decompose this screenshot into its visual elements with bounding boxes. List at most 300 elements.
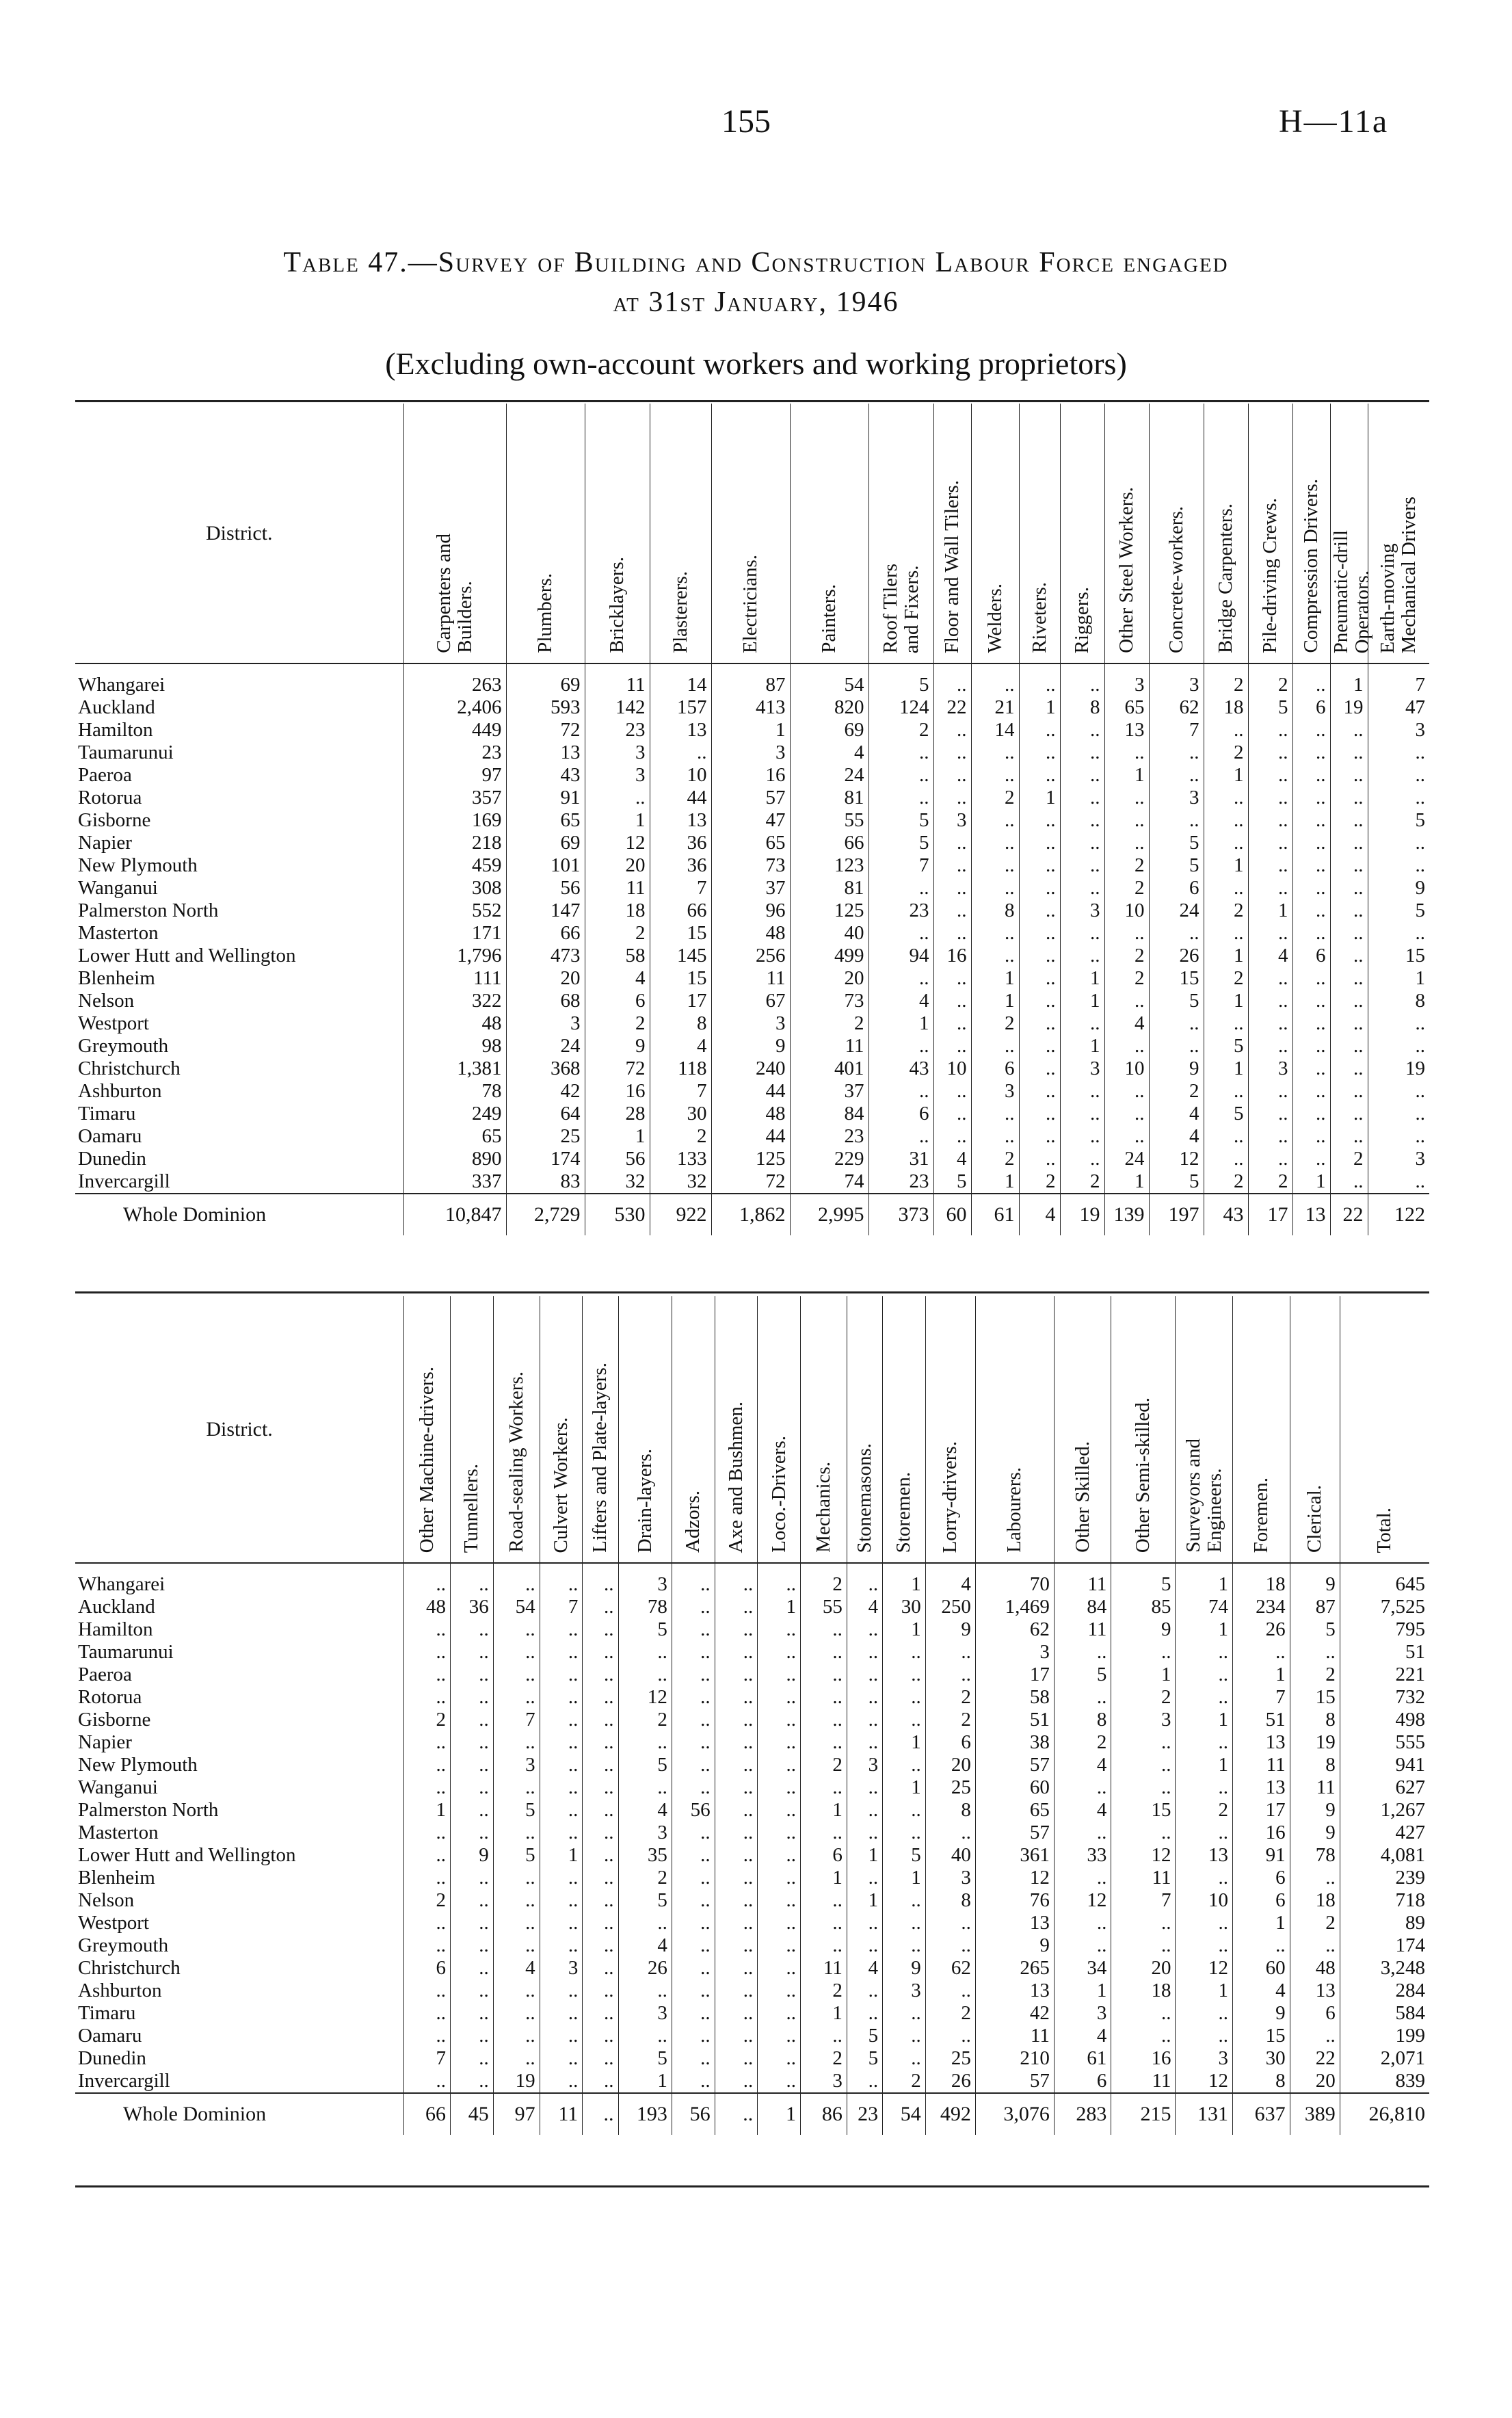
- table-cell: 18: [1290, 1889, 1340, 1912]
- table-cell: 18: [585, 899, 650, 922]
- table-cell: 1: [1019, 787, 1060, 809]
- table-row: [75, 1912, 1429, 1934]
- total-cell: 530: [585, 1194, 650, 1235]
- column-header-label: Other Steel Workers.: [1115, 487, 1137, 653]
- table-cell: 7: [540, 1596, 583, 1618]
- table-cell: 3: [1111, 1709, 1176, 1731]
- table-cell: ..: [540, 1709, 583, 1731]
- table-cell: ..: [715, 1686, 758, 1709]
- table-cell: 2: [404, 1709, 451, 1731]
- column-header: [672, 1296, 715, 1563]
- table-cell: ..: [1368, 1103, 1429, 1125]
- table-cell: 2: [650, 1125, 711, 1148]
- table-cell: ..: [540, 1618, 583, 1641]
- table-cell: 142: [585, 696, 650, 719]
- table-row: [75, 1563, 1429, 1596]
- district-column-header: District.: [75, 1296, 404, 1563]
- table-cell: 20: [585, 854, 650, 877]
- table-cell: ..: [1330, 1057, 1368, 1080]
- table-cell: ..: [1060, 877, 1104, 899]
- column-header-label: Concrete-workers.: [1165, 506, 1187, 653]
- table-cell: 1: [585, 809, 650, 832]
- table-row: [75, 1596, 1429, 1618]
- table-cell: 584: [1340, 2002, 1429, 2025]
- table-row: [75, 787, 1429, 809]
- table-cell: ..: [1060, 922, 1104, 945]
- district-name: Gisborne: [78, 1709, 151, 1731]
- table-cell: ..: [715, 1799, 758, 1822]
- table-cell: ..: [583, 1980, 618, 2002]
- table-cell: 37: [711, 877, 790, 899]
- table-cell: 157: [650, 696, 711, 719]
- table-cell: ..: [618, 1731, 672, 1754]
- table-cell: 5: [1149, 1170, 1204, 1194]
- table-cell: 2,071: [1340, 2047, 1429, 2070]
- district-name: Nelson: [78, 1889, 135, 1911]
- table-cell: 64: [506, 1103, 585, 1125]
- table-cell: ..: [1292, 1125, 1330, 1148]
- table-cell: 23: [868, 899, 933, 922]
- table-cell: 3: [1104, 663, 1149, 696]
- table-cell: 34: [1054, 1957, 1111, 1980]
- table-cell: ..: [971, 663, 1019, 696]
- table-cell: 54: [790, 663, 868, 696]
- table-cell: ..: [847, 1822, 882, 1844]
- bottom-rule: [75, 2185, 1429, 2187]
- table-cell: ..: [618, 1641, 672, 1664]
- district-name: New Plymouth: [78, 854, 198, 876]
- table-cell: 1,381: [403, 1057, 506, 1080]
- table-cell: ..: [451, 1889, 494, 1912]
- table-cell: ..: [540, 1686, 583, 1709]
- middle-rule: [75, 1291, 1429, 1293]
- table-cell: ..: [583, 1641, 618, 1664]
- table-cell: ..: [758, 1844, 801, 1867]
- table-cell: 42: [975, 2002, 1054, 2025]
- column-header: [1329, 404, 1373, 663]
- table-cell: 1: [404, 1799, 451, 1822]
- table-cell: 1: [800, 2002, 847, 2025]
- table-cell: 3: [1060, 1057, 1104, 1080]
- table-cell: ..: [672, 1776, 715, 1799]
- table-cell: 6: [1233, 1867, 1290, 1889]
- table-cell: ..: [583, 1867, 618, 1889]
- table-cell: ..: [1019, 832, 1060, 854]
- table-cell: ..: [618, 1980, 672, 2002]
- table-cell: ..: [715, 1776, 758, 1799]
- table-row: [75, 719, 1429, 741]
- table-cell: 57: [975, 1822, 1054, 1844]
- table-cell: ..: [971, 1035, 1019, 1057]
- table-cell: 413: [711, 696, 790, 719]
- table-cell: ..: [672, 2070, 715, 2093]
- column-header: [868, 404, 933, 663]
- table-cell: ..: [1292, 1057, 1330, 1080]
- table-cell: ..: [672, 1641, 715, 1664]
- table-cell: 1: [847, 1889, 882, 1912]
- table-cell: 1: [800, 1867, 847, 1889]
- total-cell: 19: [1060, 1194, 1104, 1235]
- table-cell: ..: [1292, 832, 1330, 854]
- table-cell: 58: [585, 945, 650, 967]
- table-cell: ..: [715, 1912, 758, 1934]
- table-cell: 459: [403, 854, 506, 877]
- table-cell: ..: [715, 1754, 758, 1776]
- table-cell: ..: [883, 1709, 926, 1731]
- table-cell: ..: [868, 741, 933, 764]
- column-header-label: Other Semi-skilled.: [1132, 1397, 1154, 1553]
- table-cell: 2: [1290, 1664, 1340, 1686]
- table-cell: ..: [971, 1125, 1019, 1148]
- table-cell: ..: [925, 1641, 975, 1664]
- column-header-label: Clerical.: [1303, 1484, 1326, 1553]
- table-cell: ..: [1204, 1125, 1248, 1148]
- table-cell: 51: [975, 1709, 1054, 1731]
- column-header: [975, 1296, 1054, 1563]
- table-cell: 65: [506, 809, 585, 832]
- table-cell: 7: [1111, 1889, 1176, 1912]
- table-cell: ..: [883, 1686, 926, 1709]
- table-cell: ..: [451, 1822, 494, 1844]
- table-cell: ..: [847, 1618, 882, 1641]
- table-cell: 174: [506, 1148, 585, 1170]
- table-cell: ..: [540, 1776, 583, 1799]
- table-cell: 16: [1111, 2047, 1176, 2070]
- table-cell: ..: [883, 2047, 926, 2070]
- table-cell: 20: [1290, 2070, 1340, 2093]
- table-cell: ..: [1054, 1686, 1111, 1709]
- table-cell: ..: [1368, 1035, 1429, 1057]
- table-cell: 12: [1149, 1148, 1204, 1170]
- table-cell: ..: [1248, 1125, 1292, 1148]
- table-cell: 5: [618, 1889, 672, 1912]
- district-name: Paeroa: [78, 764, 132, 786]
- district-name: Auckland: [78, 696, 155, 718]
- table-cell: 40: [790, 922, 868, 945]
- total-cell: 66: [404, 2093, 451, 2135]
- table-cell: ..: [1292, 787, 1330, 809]
- table-cell: ..: [758, 1754, 801, 1776]
- table-cell: ..: [493, 2002, 540, 2025]
- column-header-label: Other Skilled.: [1071, 1441, 1093, 1553]
- table-cell: ..: [971, 854, 1019, 877]
- table-cell: 118: [650, 1057, 711, 1080]
- table-cell: 25: [506, 1125, 585, 1148]
- table-cell: 1: [540, 1844, 583, 1867]
- column-header: [933, 404, 971, 663]
- top-rule: [75, 400, 1429, 402]
- table-cell: ..: [925, 1980, 975, 2002]
- table-cell: 12: [1176, 2070, 1233, 2093]
- table-cell: ..: [1176, 1822, 1233, 1844]
- table-cell: 1: [1111, 1664, 1176, 1686]
- table-cell: 9: [1290, 1563, 1340, 1596]
- table-cell: ..: [1104, 1080, 1149, 1103]
- district-name: Lower Hutt and Wellington: [78, 1844, 296, 1866]
- table-cell: ..: [672, 1957, 715, 1980]
- table-cell: ..: [715, 1709, 758, 1731]
- table-cell: 17: [975, 1664, 1054, 1686]
- table-cell: 16: [1233, 1822, 1290, 1844]
- table-cell: ..: [847, 1934, 882, 1957]
- column-header: [758, 1296, 801, 1563]
- table-cell: ..: [1111, 1822, 1176, 1844]
- total-cell: 54: [883, 2093, 926, 2135]
- table-cell: 555: [1340, 1731, 1429, 1754]
- table-cell: 1: [1019, 696, 1060, 719]
- table-cell: ..: [1292, 764, 1330, 787]
- table-cell: ..: [1290, 1867, 1340, 1889]
- table-cell: 6: [585, 990, 650, 1012]
- table-cell: ..: [715, 1596, 758, 1618]
- column-header: [404, 1296, 451, 1563]
- table-cell: 1: [883, 1867, 926, 1889]
- table-cell: 9: [585, 1035, 650, 1057]
- table-cell: ..: [1368, 1125, 1429, 1148]
- table-cell: 1: [1104, 764, 1149, 787]
- district-name: Oamaru: [78, 1125, 142, 1147]
- table-cell: ..: [672, 1889, 715, 1912]
- table-cell: ..: [1204, 809, 1248, 832]
- table-row: [75, 1799, 1429, 1822]
- table-cell: ..: [585, 787, 650, 809]
- table-cell: ..: [672, 1709, 715, 1731]
- table-cell: 4: [847, 1596, 882, 1618]
- table-cell: 5: [1149, 854, 1204, 877]
- table-row: [75, 1664, 1429, 1686]
- total-cell: 389: [1290, 2093, 1340, 2135]
- table-cell: 2: [1248, 663, 1292, 696]
- table-cell: ..: [925, 2025, 975, 2047]
- column-header: [650, 404, 711, 663]
- table-cell: 3: [1248, 1057, 1292, 1080]
- document-reference: H—11a: [1279, 103, 1389, 140]
- table-cell: 57: [975, 2070, 1054, 2093]
- table-cell: ..: [1204, 832, 1248, 854]
- table-cell: ..: [650, 741, 711, 764]
- table-cell: 7,525: [1340, 1596, 1429, 1618]
- table-cell: ..: [1248, 1080, 1292, 1103]
- table-cell: 24: [506, 1035, 585, 1057]
- table-cell: 3: [1176, 2047, 1233, 2070]
- table-cell: 44: [711, 1125, 790, 1148]
- table-cell: ..: [540, 1980, 583, 2002]
- table-cell: 31: [868, 1148, 933, 1170]
- table-cell: 13: [1176, 1844, 1233, 1867]
- table-cell: 3: [1054, 2002, 1111, 2025]
- table-cell: ..: [1248, 922, 1292, 945]
- table-cell: 1: [1292, 1170, 1330, 1194]
- table-row: [75, 741, 1429, 764]
- table-cell: ..: [1330, 1035, 1368, 1057]
- table-cell: 5: [868, 663, 933, 696]
- table-title: [0, 243, 1512, 322]
- table-cell: 1: [971, 967, 1019, 990]
- table-cell: 4: [1149, 1103, 1204, 1125]
- table-cell: ..: [540, 1731, 583, 1754]
- table-cell: ..: [1019, 990, 1060, 1012]
- table-cell: 8: [925, 1799, 975, 1822]
- table-cell: 20: [790, 967, 868, 990]
- table-cell: ..: [1204, 1148, 1248, 1170]
- table-cell: 3: [493, 1754, 540, 1776]
- table-cell: ..: [583, 1731, 618, 1754]
- table-cell: 627: [1340, 1776, 1429, 1799]
- table-cell: 498: [1340, 1709, 1429, 1731]
- table-cell: ..: [971, 945, 1019, 967]
- table-cell: 1: [1204, 764, 1248, 787]
- district-name: Ashburton: [78, 1080, 162, 1102]
- table-title-line-2: at 31st January, 1946: [613, 287, 899, 318]
- total-cell: 45: [451, 2093, 494, 2135]
- table-cell: 221: [1340, 1664, 1429, 1686]
- table-cell: 57: [711, 787, 790, 809]
- table-cell: ..: [847, 1912, 882, 1934]
- table-cell: 2: [1204, 967, 1248, 990]
- table-cell: ..: [493, 2047, 540, 2070]
- column-header: [1340, 1296, 1429, 1563]
- table-cell: 5: [618, 1754, 672, 1776]
- table-cell: 147: [506, 899, 585, 922]
- table-cell: 4: [1054, 1799, 1111, 1822]
- table-cell: 5: [1204, 1035, 1248, 1057]
- table-cell: 8: [925, 1889, 975, 1912]
- table-cell: 3: [618, 1822, 672, 1844]
- table-cell: 1: [1204, 854, 1248, 877]
- table-cell: ..: [493, 1641, 540, 1664]
- total-cell: 17: [1248, 1194, 1292, 1235]
- table-cell: ..: [1176, 1731, 1233, 1754]
- table-cell: 10: [1104, 1057, 1149, 1080]
- table-cell: 26: [925, 2070, 975, 2093]
- table-row: [75, 1867, 1429, 1889]
- table-cell: 5: [493, 1844, 540, 1867]
- table-cell: ..: [971, 741, 1019, 764]
- table-cell: ..: [493, 1563, 540, 1596]
- table-cell: ..: [1176, 1641, 1233, 1664]
- table-cell: ..: [800, 1731, 847, 1754]
- table-cell: 7: [650, 1080, 711, 1103]
- table-cell: 5: [1149, 990, 1204, 1012]
- table-cell: ..: [540, 1822, 583, 1844]
- table-cell: 2: [1176, 1799, 1233, 1822]
- table-cell: 12: [1111, 1844, 1176, 1867]
- table-row: [75, 2070, 1429, 2093]
- table-cell: 5: [493, 1799, 540, 1822]
- table-cell: 6: [1054, 2070, 1111, 2093]
- total-cell: 60: [933, 1194, 971, 1235]
- table-cell: 125: [790, 899, 868, 922]
- district-name: Dunedin: [78, 1148, 146, 1170]
- table-cell: ..: [451, 1867, 494, 1889]
- table-cell: 9: [1290, 1822, 1340, 1844]
- table-cell: 23: [403, 741, 506, 764]
- table-cell: 229: [790, 1148, 868, 1170]
- table-cell: 47: [711, 809, 790, 832]
- table-cell: 76: [975, 1889, 1054, 1912]
- district-name: Gisborne: [78, 809, 151, 831]
- table-cell: ..: [493, 1731, 540, 1754]
- total-cell: 922: [650, 1194, 711, 1235]
- table-cell: ..: [1149, 1035, 1204, 1057]
- table-cell: ..: [672, 2025, 715, 2047]
- table-cell: ..: [847, 1799, 882, 1822]
- table-cell: ..: [933, 899, 971, 922]
- table-cell: 56: [585, 1148, 650, 1170]
- table-cell: ..: [933, 663, 971, 696]
- table-cell: 62: [1149, 696, 1204, 719]
- table-cell: ..: [451, 1641, 494, 1664]
- table-cell: 70: [975, 1563, 1054, 1596]
- table-cell: 56: [672, 1799, 715, 1822]
- table-cell: ..: [800, 1934, 847, 1957]
- district-name: Whangarei: [78, 674, 165, 696]
- table-cell: ..: [1019, 1012, 1060, 1035]
- table-cell: ..: [758, 1934, 801, 1957]
- table-cell: 19: [1290, 1731, 1340, 1754]
- table-cell: ..: [883, 1799, 926, 1822]
- total-cell: 3,076: [975, 2093, 1054, 2135]
- district-name: Masterton: [78, 1822, 159, 1843]
- table-cell: ..: [933, 832, 971, 854]
- table-cell: 4: [933, 1148, 971, 1170]
- table-cell: 78: [403, 1080, 506, 1103]
- table-cell: 30: [883, 1596, 926, 1618]
- table-cell: ..: [672, 1596, 715, 1618]
- table-cell: 84: [790, 1103, 868, 1125]
- table-cell: ..: [1019, 899, 1060, 922]
- table-cell: 6: [404, 1957, 451, 1980]
- table-cell: ..: [971, 809, 1019, 832]
- table-cell: 9: [925, 1618, 975, 1641]
- total-cell: 11: [540, 2093, 583, 2135]
- table-cell: 6: [1292, 945, 1330, 967]
- table-cell: ..: [868, 922, 933, 945]
- column-header: [790, 404, 868, 663]
- table-cell: 89: [1340, 1912, 1429, 1934]
- table-cell: 4: [493, 1957, 540, 1980]
- table-cell: ..: [758, 2047, 801, 2070]
- table-cell: 60: [1233, 1957, 1290, 1980]
- table-cell: 1: [971, 990, 1019, 1012]
- table-cell: ..: [933, 990, 971, 1012]
- table-cell: 66: [650, 899, 711, 922]
- table-cell: 26: [618, 1957, 672, 1980]
- table-cell: ..: [847, 1980, 882, 2002]
- table-cell: ..: [1054, 1934, 1111, 1957]
- table-row: [75, 922, 1429, 945]
- table-cell: ..: [1019, 764, 1060, 787]
- column-header: [1111, 1296, 1176, 1563]
- table-cell: ..: [868, 1125, 933, 1148]
- table-cell: ..: [758, 2025, 801, 2047]
- table-cell: 308: [403, 877, 506, 899]
- table-cell: ..: [715, 2070, 758, 2093]
- table-cell: ..: [847, 1776, 882, 1799]
- total-cell: 10,847: [403, 1194, 506, 1235]
- table-row: [75, 990, 1429, 1012]
- table-cell: ..: [1111, 1731, 1176, 1754]
- table-cell: ..: [583, 1844, 618, 1867]
- table-cell: 32: [650, 1170, 711, 1194]
- table-cell: 3: [975, 1641, 1054, 1664]
- total-cell: 131: [1176, 2093, 1233, 2135]
- column-header-label: Plasterers.: [669, 571, 691, 653]
- table-cell: ..: [540, 1664, 583, 1686]
- table-cell: 20: [1111, 1957, 1176, 1980]
- table-cell: 3: [711, 1012, 790, 1035]
- table-cell: 795: [1340, 1618, 1429, 1641]
